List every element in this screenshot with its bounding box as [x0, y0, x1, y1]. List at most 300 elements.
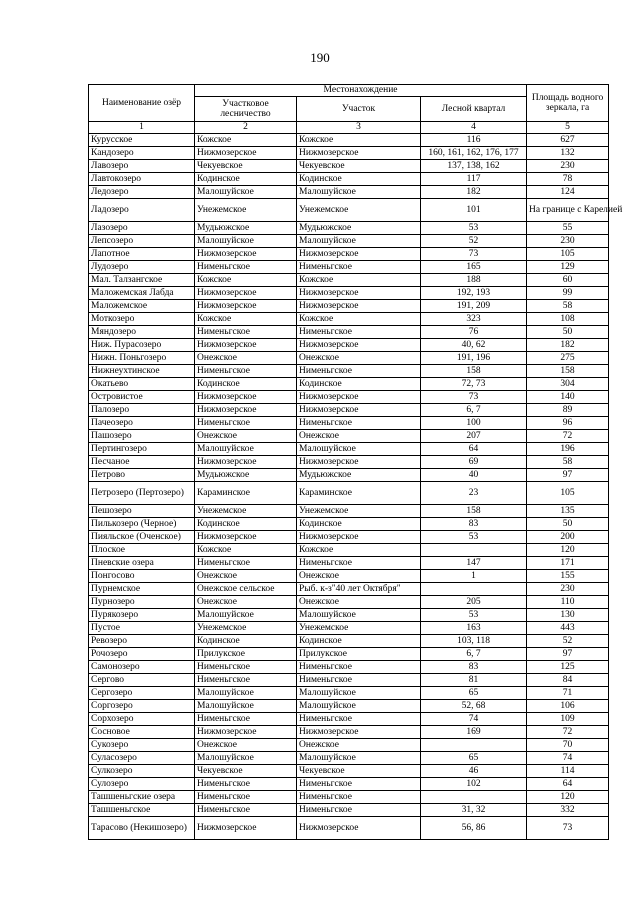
lake-name-cell: Пурнемское — [89, 583, 195, 596]
section-cell: Чекуевское — [297, 765, 421, 778]
section-cell: Нижмозерское — [297, 817, 421, 840]
table-row — [89, 261, 609, 274]
block-cell: 73 — [421, 391, 527, 404]
table-row — [89, 622, 609, 635]
column-number: 4 — [421, 122, 527, 134]
forestry-cell: Малошуйское — [195, 609, 297, 622]
forestry-cell: Нижмозерское — [195, 531, 297, 544]
section-cell: Нименьгское — [297, 365, 421, 378]
area-cell: 58 — [527, 300, 609, 313]
lake-name-cell: Понгосово — [89, 570, 195, 583]
lake-name-cell: Пертингозеро — [89, 443, 195, 456]
section-cell: Нименьгское — [297, 661, 421, 674]
block-cell: 6, 7 — [421, 404, 527, 417]
table-row — [89, 557, 609, 570]
forestry-cell: Чекуевское — [195, 160, 297, 173]
table-row — [89, 300, 609, 313]
forestry-cell: Нижмозерское — [195, 817, 297, 840]
area-cell: 140 — [527, 391, 609, 404]
table-row — [89, 661, 609, 674]
table-row — [89, 700, 609, 713]
area-cell: 89 — [527, 404, 609, 417]
block-cell: 40 — [421, 469, 527, 482]
table-row — [89, 518, 609, 531]
area-cell: 196 — [527, 443, 609, 456]
forestry-cell: Нименьгское — [195, 326, 297, 339]
area-cell: 124 — [527, 186, 609, 199]
section-cell: Нижмозерское — [297, 287, 421, 300]
lake-name-cell: Пачеозеро — [89, 417, 195, 430]
area-cell: 332 — [527, 804, 609, 817]
block-cell: 147 — [421, 557, 527, 570]
section-cell: Нижмозерское — [297, 391, 421, 404]
section-cell: Онежское — [297, 430, 421, 443]
forestry-cell: Кожское — [195, 544, 297, 557]
section-cell: Прилукское — [297, 648, 421, 661]
lake-name-cell: Лазозеро — [89, 222, 195, 235]
area-cell: 129 — [527, 261, 609, 274]
table-row — [89, 443, 609, 456]
forestry-cell: Нименьгское — [195, 261, 297, 274]
block-cell: 188 — [421, 274, 527, 287]
lake-name-cell: Песчаное — [89, 456, 195, 469]
table-row — [89, 160, 609, 173]
section-cell: Нижмозерское — [297, 456, 421, 469]
block-cell: 207 — [421, 430, 527, 443]
forestry-cell: Нименьгское — [195, 365, 297, 378]
lake-name-cell: Рочозеро — [89, 648, 195, 661]
forestry-cell: Нижмозерское — [195, 287, 297, 300]
lake-name-cell: Петрозеро (Пертозеро) — [89, 482, 195, 505]
forestry-cell: Кожское — [195, 134, 297, 147]
area-cell: 200 — [527, 531, 609, 544]
section-cell: Малошуйское — [297, 752, 421, 765]
table-row — [89, 648, 609, 661]
lake-name-cell: Лудозеро — [89, 261, 195, 274]
block-cell: 46 — [421, 765, 527, 778]
forestry-cell: Онежское — [195, 430, 297, 443]
area-cell: 120 — [527, 791, 609, 804]
table-row — [89, 765, 609, 778]
area-cell: 84 — [527, 674, 609, 687]
area-cell: 135 — [527, 505, 609, 518]
table-row — [89, 222, 609, 235]
forestry-cell: Малошуйское — [195, 235, 297, 248]
lake-name-cell: Кандозеро — [89, 147, 195, 160]
block-cell — [421, 544, 527, 557]
forestry-cell: Нижмозерское — [195, 339, 297, 352]
block-cell: 158 — [421, 365, 527, 378]
area-cell: 70 — [527, 739, 609, 752]
table-row — [89, 199, 609, 222]
lake-name-cell: Курусское — [89, 134, 195, 147]
forestry-cell: Кодинское — [195, 518, 297, 531]
table-row — [89, 186, 609, 199]
lake-name-cell: Плоское — [89, 544, 195, 557]
forestry-cell: Нименьгское — [195, 674, 297, 687]
lake-name-cell: Мал. Талзангское — [89, 274, 195, 287]
lake-name-cell: Сергово — [89, 674, 195, 687]
lake-name-cell: Тарасово (Некишозеро) — [89, 817, 195, 840]
section-cell: Караминское — [297, 482, 421, 505]
block-cell: 101 — [421, 199, 527, 222]
block-cell: 191, 209 — [421, 300, 527, 313]
area-cell: 60 — [527, 274, 609, 287]
table-body — [89, 134, 623, 840]
section-cell: Нименьгское — [297, 713, 421, 726]
area-cell: 71 — [527, 687, 609, 700]
block-cell: 182 — [421, 186, 527, 199]
block-cell: 160, 161, 162, 176, 177 — [421, 147, 527, 160]
area-cell: 96 — [527, 417, 609, 430]
section-cell: Нименьгское — [297, 674, 421, 687]
section-cell: Нижмозерское — [297, 531, 421, 544]
table-row — [89, 417, 609, 430]
area-cell: 182 — [527, 339, 609, 352]
lake-name-cell: Сукозеро — [89, 739, 195, 752]
header-area: Площадь водного зеркала, га — [527, 85, 609, 122]
lake-name-cell: Соргозеро — [89, 700, 195, 713]
lake-name-cell: Петрово — [89, 469, 195, 482]
forestry-cell: Нижмозерское — [195, 456, 297, 469]
lake-name-cell: Нижн. Поньгозеро — [89, 352, 195, 365]
table-row — [89, 147, 609, 160]
section-cell: Нименьгское — [297, 417, 421, 430]
table-row — [89, 352, 609, 365]
table-row — [89, 804, 609, 817]
table-row — [89, 609, 609, 622]
lake-name-cell: Ниж. Пурасозеро — [89, 339, 195, 352]
section-cell: Кожское — [297, 274, 421, 287]
section-cell: Нименьгское — [297, 804, 421, 817]
header-section: Участок — [297, 97, 421, 122]
area-cell: 78 — [527, 173, 609, 186]
section-cell: Малошуйское — [297, 609, 421, 622]
forestry-cell: Нименьгское — [195, 557, 297, 570]
table-row — [89, 173, 609, 186]
lake-name-cell: Пурякозеро — [89, 609, 195, 622]
area-cell: 230 — [527, 583, 609, 596]
forestry-cell: Мудьюжское — [195, 469, 297, 482]
forestry-cell: Онежское — [195, 570, 297, 583]
block-cell: 83 — [421, 661, 527, 674]
forestry-cell: Малошуйское — [195, 687, 297, 700]
block-cell: 73 — [421, 248, 527, 261]
forestry-cell: Малошуйское — [195, 443, 297, 456]
area-cell: 304 — [527, 378, 609, 391]
table-row — [89, 482, 609, 505]
block-cell: 163 — [421, 622, 527, 635]
area-cell: 58 — [527, 456, 609, 469]
section-cell: Унежемское — [297, 199, 421, 222]
lake-name-cell: Лепсозеро — [89, 235, 195, 248]
lake-name-cell: Пурнозеро — [89, 596, 195, 609]
lake-name-cell: Окатьево — [89, 378, 195, 391]
block-cell: 191, 196 — [421, 352, 527, 365]
table-row — [89, 430, 609, 443]
block-cell: 65 — [421, 752, 527, 765]
table-row — [89, 365, 609, 378]
table-row — [89, 235, 609, 248]
lake-name-cell: Маложемская Лабда — [89, 287, 195, 300]
area-cell: 55 — [527, 222, 609, 235]
forestry-cell: Нижмозерское — [195, 726, 297, 739]
table-row — [89, 469, 609, 482]
section-cell: Нименьгское — [297, 778, 421, 791]
section-cell: Нименьгское — [297, 557, 421, 570]
block-cell: 83 — [421, 518, 527, 531]
lake-name-cell: Моткозеро — [89, 313, 195, 326]
block-cell: 52 — [421, 235, 527, 248]
header-block: Лесной квартал — [421, 97, 527, 122]
forestry-cell: Кожское — [195, 274, 297, 287]
area-cell: 125 — [527, 661, 609, 674]
block-cell — [421, 791, 527, 804]
block-cell: 69 — [421, 456, 527, 469]
lake-name-cell: Самонозеро — [89, 661, 195, 674]
block-cell: 323 — [421, 313, 527, 326]
forestry-cell: Онежское — [195, 739, 297, 752]
column-number: 1 — [89, 122, 195, 134]
table-row — [89, 791, 609, 804]
section-cell: Онежское — [297, 570, 421, 583]
block-cell: 40, 62 — [421, 339, 527, 352]
forestry-cell: Нименьгское — [195, 417, 297, 430]
table-row — [89, 674, 609, 687]
forestry-cell: Онежское — [195, 352, 297, 365]
forestry-cell: Малошуйское — [195, 186, 297, 199]
forestry-cell: Унежемское — [195, 505, 297, 518]
lakes-table — [88, 84, 623, 840]
column-number: 5 — [527, 122, 609, 134]
lake-name-cell: Ревозеро — [89, 635, 195, 648]
section-cell: Кожское — [297, 544, 421, 557]
section-cell: Нименьгское — [297, 791, 421, 804]
section-cell: Нижмозерское — [297, 147, 421, 160]
lake-name-cell: Сорхозеро — [89, 713, 195, 726]
table-row — [89, 391, 609, 404]
block-cell: 6, 7 — [421, 648, 527, 661]
forestry-cell: Онежское — [195, 596, 297, 609]
table-row — [89, 505, 609, 518]
table-row — [89, 713, 609, 726]
area-cell: 97 — [527, 648, 609, 661]
section-cell: Онежское — [297, 739, 421, 752]
table-row — [89, 339, 609, 352]
lake-name-cell: Нижнеухтинское — [89, 365, 195, 378]
block-cell: 205 — [421, 596, 527, 609]
forestry-cell: Малошуйское — [195, 752, 297, 765]
block-cell: 53 — [421, 531, 527, 544]
table-row — [89, 739, 609, 752]
block-cell: 56, 86 — [421, 817, 527, 840]
block-cell: 158 — [421, 505, 527, 518]
section-cell: Кодинское — [297, 518, 421, 531]
section-cell: Унежемское — [297, 622, 421, 635]
forestry-cell: Нижмозерское — [195, 404, 297, 417]
section-cell: Кодинское — [297, 378, 421, 391]
lake-name-cell: Сергозеро — [89, 687, 195, 700]
section-cell: Унежемское — [297, 505, 421, 518]
lake-name-cell: Сулкозеро — [89, 765, 195, 778]
block-cell: 102 — [421, 778, 527, 791]
area-cell: 97 — [527, 469, 609, 482]
lake-name-cell: Лавтокозеро — [89, 173, 195, 186]
lake-name-cell: Пневские озера — [89, 557, 195, 570]
table-row — [89, 778, 609, 791]
section-cell: Онежское — [297, 352, 421, 365]
section-cell: Нижмозерское — [297, 248, 421, 261]
lake-name-cell: Мяндозеро — [89, 326, 195, 339]
section-cell: Мудьюжское — [297, 222, 421, 235]
column-number: 3 — [297, 122, 421, 134]
area-cell: 72 — [527, 726, 609, 739]
lake-name-cell: Пешозеро — [89, 505, 195, 518]
area-cell: 99 — [527, 287, 609, 300]
forestry-cell: Нижмозерское — [195, 300, 297, 313]
section-cell: Кожское — [297, 134, 421, 147]
area-cell: 72 — [527, 430, 609, 443]
forestry-cell: Караминское — [195, 482, 297, 505]
area-cell: 230 — [527, 160, 609, 173]
block-cell: 72, 73 — [421, 378, 527, 391]
area-cell: 132 — [527, 147, 609, 160]
section-cell: Онежское — [297, 596, 421, 609]
section-cell: Чекуевское — [297, 160, 421, 173]
forestry-cell: Кожское — [195, 313, 297, 326]
block-cell: 81 — [421, 674, 527, 687]
area-cell: 108 — [527, 313, 609, 326]
section-cell: Кожское — [297, 313, 421, 326]
block-cell: 116 — [421, 134, 527, 147]
section-cell: Нижмозерское — [297, 404, 421, 417]
area-cell: 50 — [527, 518, 609, 531]
forestry-cell: Онежское сельское — [195, 583, 297, 596]
section-cell: Малошуйское — [297, 687, 421, 700]
lake-name-cell: Лапотное — [89, 248, 195, 261]
area-cell: 158 — [527, 365, 609, 378]
block-cell: 137, 138, 162 — [421, 160, 527, 173]
forestry-cell: Унежемское — [195, 199, 297, 222]
block-cell: 64 — [421, 443, 527, 456]
table-row — [89, 248, 609, 261]
lake-name-cell: Пилькозеро (Черное) — [89, 518, 195, 531]
lake-name-cell: Ладозеро — [89, 199, 195, 222]
block-cell: 169 — [421, 726, 527, 739]
area-cell: 130 — [527, 609, 609, 622]
area-cell: 120 — [527, 544, 609, 557]
table-row — [89, 570, 609, 583]
area-cell: 50 — [527, 326, 609, 339]
block-cell: 165 — [421, 261, 527, 274]
section-cell: Малошуйское — [297, 700, 421, 713]
area-cell: 443 — [527, 622, 609, 635]
block-cell: 53 — [421, 222, 527, 235]
page-number: 190 — [310, 50, 330, 65]
forestry-cell: Кодинское — [195, 173, 297, 186]
table-row — [89, 583, 609, 596]
block-cell: 74 — [421, 713, 527, 726]
section-cell: Кодинское — [297, 635, 421, 648]
lake-name-cell: Лавозеро — [89, 160, 195, 173]
lake-name-cell: Пустое — [89, 622, 195, 635]
column-number: 2 — [195, 122, 297, 134]
forestry-cell: Нижмозерское — [195, 147, 297, 160]
area-cell: 74 — [527, 752, 609, 765]
block-cell: 100 — [421, 417, 527, 430]
forestry-cell: Кодинское — [195, 635, 297, 648]
section-cell: Рыб. к-з"40 лет Октября" — [297, 583, 421, 596]
area-cell: 73 — [527, 817, 609, 840]
table-row — [89, 313, 609, 326]
area-cell: 155 — [527, 570, 609, 583]
table-row — [89, 274, 609, 287]
table-row — [89, 544, 609, 557]
table-row — [89, 404, 609, 417]
forestry-cell: Нименьгское — [195, 661, 297, 674]
section-cell: Нижмозерское — [297, 300, 421, 313]
forestry-cell: Чекуевское — [195, 765, 297, 778]
area-cell: 171 — [527, 557, 609, 570]
area-cell: 109 — [527, 713, 609, 726]
section-cell: Малошуйское — [297, 186, 421, 199]
section-cell: Малошуйское — [297, 235, 421, 248]
forestry-cell: Нижмозерское — [195, 391, 297, 404]
forestry-cell: Нименьгское — [195, 804, 297, 817]
area-cell: 230 — [527, 235, 609, 248]
lake-name-cell: Ташшеньгские озера — [89, 791, 195, 804]
area-cell: 64 — [527, 778, 609, 791]
table-row — [89, 726, 609, 739]
area-cell: 106 — [527, 700, 609, 713]
forestry-cell: Нижмозерское — [195, 248, 297, 261]
section-cell: Кодинское — [297, 173, 421, 186]
section-cell: Мудьюжское — [297, 469, 421, 482]
table-row — [89, 378, 609, 391]
table-row — [89, 687, 609, 700]
lake-name-cell: Ташшеньгское — [89, 804, 195, 817]
table-row — [89, 817, 609, 840]
lake-name-cell: Сулозеро — [89, 778, 195, 791]
lake-name-cell: Островистое — [89, 391, 195, 404]
section-cell: Нименьгское — [297, 261, 421, 274]
block-cell: 76 — [421, 326, 527, 339]
lake-name-cell: Маложемское — [89, 300, 195, 313]
forestry-cell: Прилукское — [195, 648, 297, 661]
block-cell — [421, 739, 527, 752]
block-cell: 23 — [421, 482, 527, 505]
lake-name-cell: Ледозеро — [89, 186, 195, 199]
block-cell: 1 — [421, 570, 527, 583]
forestry-cell: Кодинское — [195, 378, 297, 391]
area-cell: На границе с Карелией — [527, 199, 609, 222]
table-row — [89, 134, 609, 147]
table-row — [89, 456, 609, 469]
section-cell: Нименьгское — [297, 326, 421, 339]
table-row — [89, 531, 609, 544]
block-cell: 53 — [421, 609, 527, 622]
lake-name-cell: Суласозеро — [89, 752, 195, 765]
forestry-cell: Малошуйское — [195, 700, 297, 713]
block-cell: 31, 32 — [421, 804, 527, 817]
table-row — [89, 752, 609, 765]
table-row — [89, 287, 609, 300]
forestry-cell: Мудьюжское — [195, 222, 297, 235]
block-cell: 192, 193 — [421, 287, 527, 300]
lake-name-cell: Сосновое — [89, 726, 195, 739]
area-cell: 114 — [527, 765, 609, 778]
table-row — [89, 596, 609, 609]
